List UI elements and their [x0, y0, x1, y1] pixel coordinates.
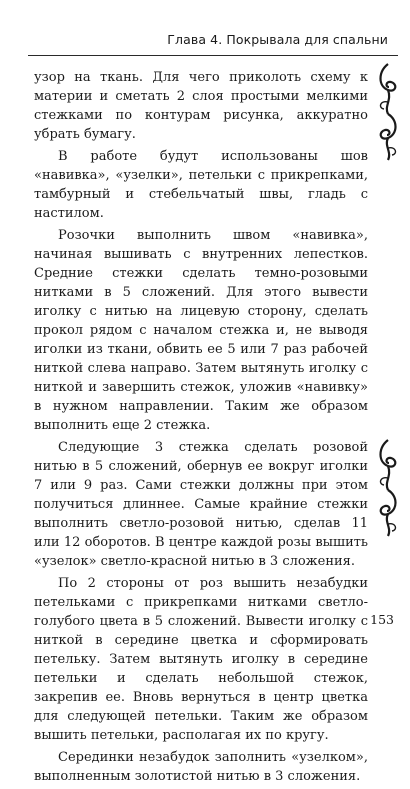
curl-ornament-icon: [374, 438, 402, 538]
paragraph: узор на ткань. Для чего приколоть схему к материи и сметать 2 слоя простыми мелкими стежками по контурам рисунка, аккуратно убрать бумагу.: [34, 70, 368, 142]
curl-ornament-icon: [374, 62, 402, 162]
header-divider: [28, 55, 398, 56]
paragraph: В работе будут использованы шов «навивка», «узелки», петельки с прикрепками, тамбурный и стебельчатый швы, гладь с настилом.: [34, 149, 368, 221]
running-head-title: Глава 4. Покрывала для спальни: [167, 32, 388, 47]
page-number: 153: [370, 612, 394, 627]
paragraph: По 2 стороны от роз вышить незабудки петельками с прикрепками нитками светло-голубого цвета в 5 сложений. Вывести иголку с ниткой в середине цветка и сформировать петельку. Затем вытянуть иголку в середине петельки и сделать небольшой стежок, закрепив ее. Вновь вернуться в центр цветка для следующей петельки. Таким же образом вышить петельки, располагая их по кругу.: [34, 576, 368, 743]
paragraph: Серединки незабудок заполнить «узелком», выполненным золотистой нитью в 3 сложения.: [34, 750, 368, 784]
running-header: [28, 26, 398, 56]
paragraph: Следующие 3 стежка сделать розовой нитью в 5 сложений, обернув ее вокруг иголки 7 или 9 раз. Сами стежки должны при этом получиться длиннее. Самые крайние стежки выполнить светло-розовой нитью, сделав 11 или 12 оборотов. В центре каждой розы вышить «узелок» светло-красной нитью в 3 сложения.: [34, 440, 368, 569]
paragraph: Розочки выполнить швом «навивка», начиная вышивать с внутренних лепестков. Средние стежки сделать темно-розовыми нитками в 5 сложений. Для этого вывести иголку с нитью на лицевую сторону, сделать прокол рядом с началом стежка и, не выводя иголки из ткани, обвить ее 5 или 7 раз рабочей ниткой слева направо. Затем вытянуть иголку с ниткой и завершить стежок, уложив «навивку» в нужном направлении. Таким же образом выполнить еще 2 стежка.: [34, 228, 368, 433]
page-body: [34, 68, 368, 789]
